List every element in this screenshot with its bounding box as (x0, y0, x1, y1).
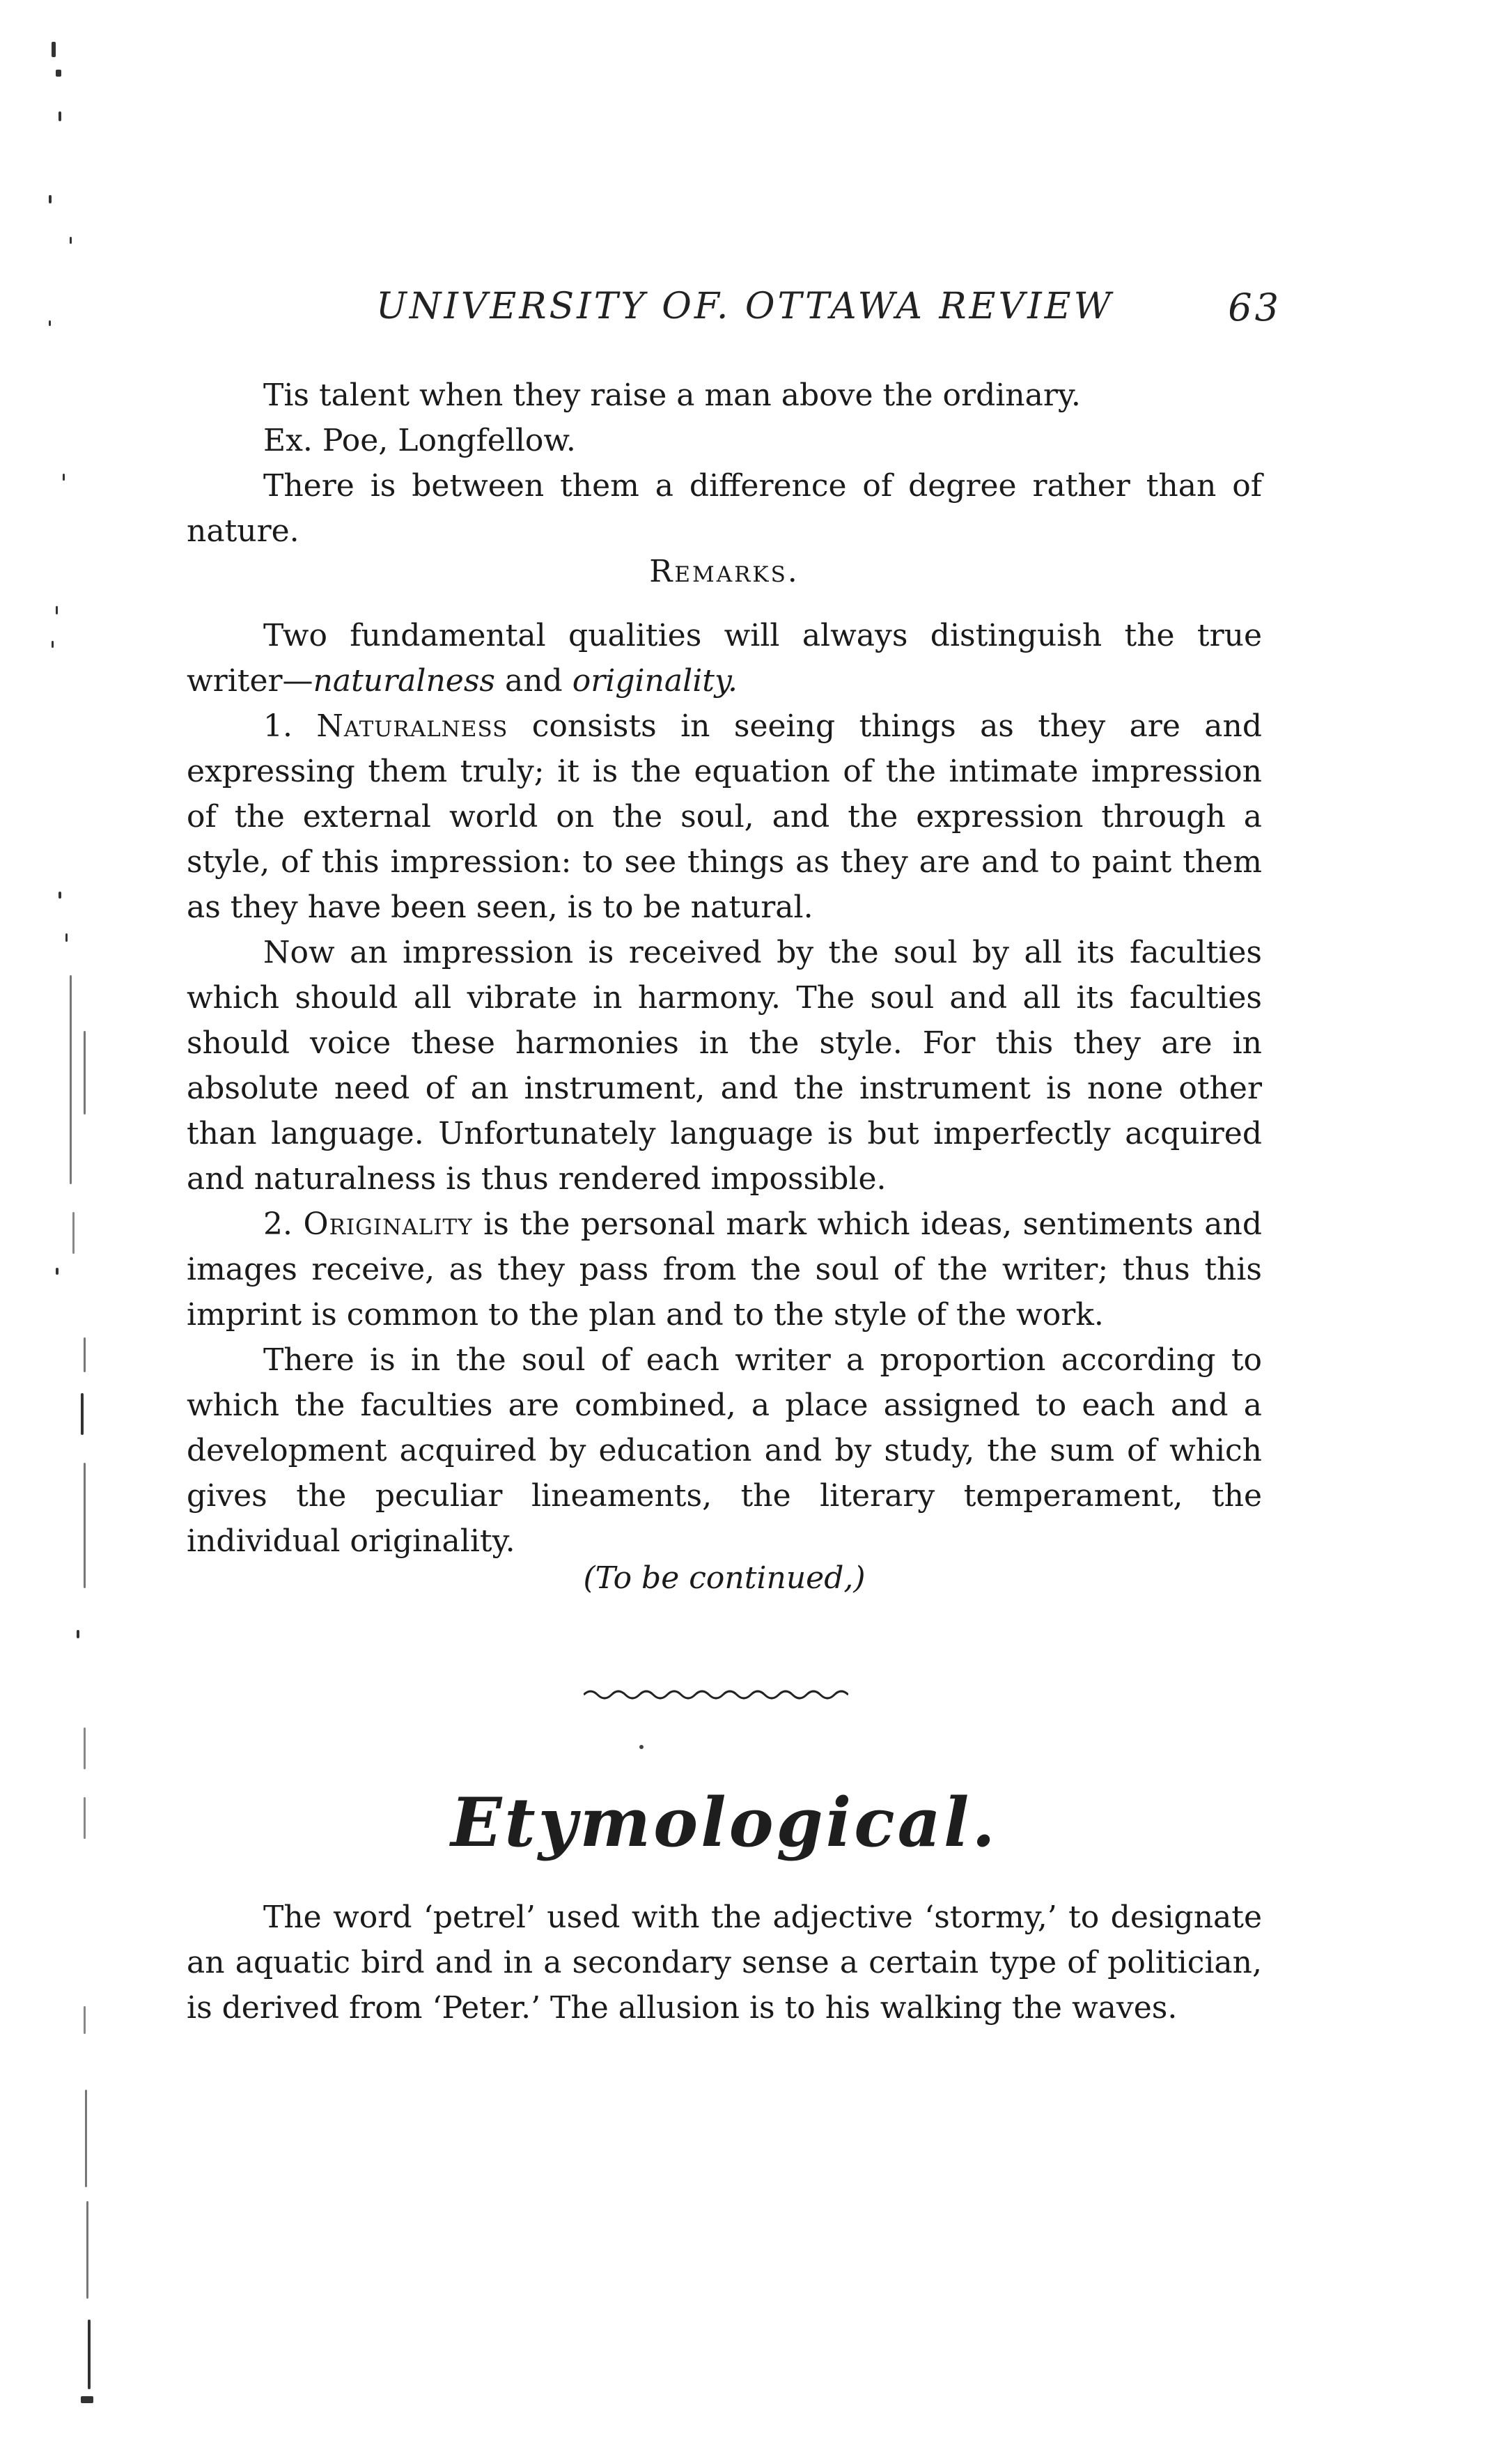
difference-line: There is between them a difference of degree rather than of nature. (187, 468, 1262, 549)
impression-paragraph: Now an impression is received by the soul by all its faculties which should all vibrate in harmony. The soul and all its faculties should voice these harmonies in the style. For this they are in absolute need of an instrument, and the instrument is none other than language. Unfortunately language is but imperfectly acquired and naturalness is thus rendered impossible. (187, 935, 1262, 1197)
wavy-divider (584, 1684, 848, 1705)
intro-text: Two fundamental qualities will always distinguish the true writer— (187, 618, 1262, 699)
originality-paragraph (187, 1202, 1262, 1337)
running-title: UNIVERSITY OF. OTTAWA REVIEW (376, 286, 1114, 327)
intro-paragraph (187, 613, 1262, 704)
speck-dot (639, 1745, 644, 1749)
proportion-paragraph: There is in the soul of each writer a proportion according to which the faculties are combined, a place assigned to each and a development acquired by education and by study, the sum of which gives the peculiar lineaments, the literary temperament, the individual originality. (187, 1342, 1262, 1559)
naturalness-number: 1. (263, 708, 293, 744)
continued-note: (To be continued,) (583, 1560, 866, 1596)
example-line: Ex. Poe, Longfellow. (263, 423, 576, 458)
running-header (376, 286, 1281, 327)
body-top (187, 373, 1262, 554)
naturalness-term: Naturalness (316, 708, 508, 744)
originality-number: 2. (263, 1206, 293, 1242)
naturalness-italic: naturalness (313, 663, 495, 699)
etymology-paragraph: The word ‘petrel’ used with the adjective ‘stormy,’ to designate an aquatic bird and in a secondary sense a certain type of politician, is derived from ‘Peter.’ The allusion is to his walking the waves. (187, 1900, 1262, 2026)
naturalness-paragraph (187, 704, 1262, 930)
originality-text: is the personal mark which ideas, sentiments and images receive, as they pass from the soul of the writer; thus this imprint is common to the plan and to the style of the work. (187, 1206, 1262, 1333)
body-main (187, 613, 1262, 1564)
originality-italic: originality. (572, 663, 738, 699)
talent-line: Tis talent when they raise a man above the ordinary. (263, 378, 1081, 413)
binding-edge-marks (42, 28, 118, 2424)
naturalness-text: consists in seeing things as they are and expressing them truly; it is the equation of the intimate impression of the external world on the soul, and the expression through a style, of this impression: to see things as they are and to paint them as they have been seen, is to be natural. (187, 708, 1262, 925)
originality-term: Originality (303, 1206, 473, 1242)
remarks-heading: Remarks. (649, 554, 800, 589)
section-heading: Etymological. (451, 1783, 998, 1862)
page-number: 63 (1228, 286, 1281, 329)
intro-connector: and (495, 663, 572, 699)
etymology-body (187, 1895, 1262, 2030)
